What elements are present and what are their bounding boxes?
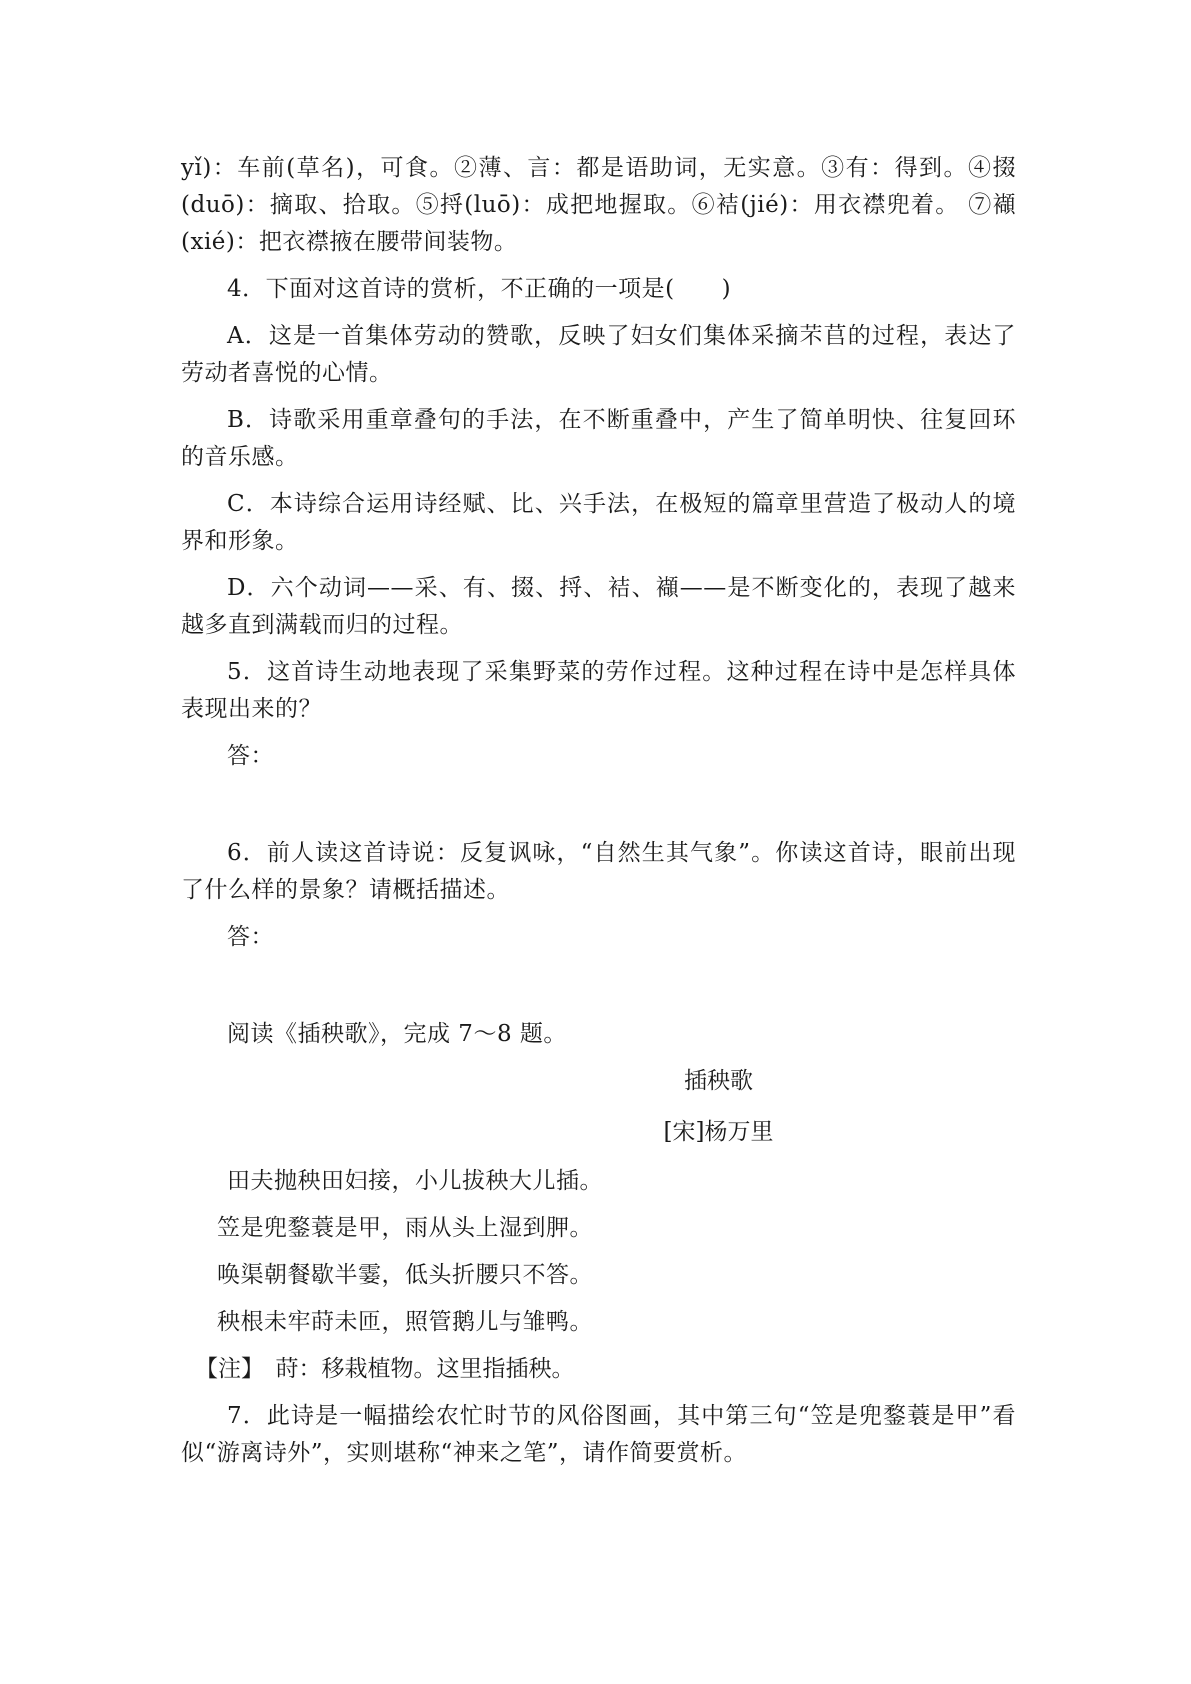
question-6-stem: 6．前人读这首诗说：反复讽咏，“自然生其气象”。你读这首诗，眼前出现了什么样的景象？请概括描述。 bbox=[181, 840, 1016, 903]
poem-line-2: 笠是兜鍪蓑是甲，雨从头上湿到胛。 bbox=[217, 1215, 593, 1241]
poem-author: [宋]杨万里 bbox=[663, 1119, 774, 1145]
question-7-stem: 7．此诗是一幅描绘农忙时节的风俗图画，其中第三句“笠是兜鍪蓑是甲”看似“游离诗外”，实则堪称“神来之笔”，请作简要赏析。 bbox=[181, 1403, 1016, 1466]
question-4-stem: 4．下面对这首诗的赏析，不正确的一项是( ) bbox=[227, 276, 732, 302]
question-4-option-b: B．诗歌采用重章叠句的手法，在不断重叠中，产生了简单明快、往复回环的音乐感。 bbox=[181, 407, 1016, 470]
poem-line-1: 田夫抛秧田妇接，小儿拔秧大儿插。 bbox=[227, 1168, 603, 1194]
footnotes-continued: yǐ)：车前(草名)，可食。②薄、言：都是语助词，无实意。③有：得到。④掇(duō)：摘取、拾取。⑤捋(luō)：成把地握取。⑥袺(jié)：用衣襟兜着。 ⑦襭(xié)：把衣襟掖在腰带间装物。 bbox=[181, 155, 1016, 255]
answer-space-5 bbox=[181, 785, 1016, 835]
question-5-answer-label: 答： bbox=[227, 743, 274, 769]
reading-instruction: 阅读《插秧歌》，完成 7～8 题。 bbox=[227, 1021, 567, 1047]
poem-line-4: 秧根未牢莳未匝，照管鹅儿与雏鸭。 bbox=[217, 1309, 593, 1335]
document-body bbox=[181, 150, 1016, 1482]
poem-line-3: 唤渠朝餐歇半霎，低头折腰只不答。 bbox=[217, 1262, 593, 1288]
poem-title: 插秧歌 bbox=[684, 1068, 753, 1094]
question-6-answer-label: 答： bbox=[227, 924, 274, 950]
question-5-stem: 5．这首诗生动地表现了采集野菜的劳作过程。这种过程在诗中是怎样具体表现出来的？ bbox=[181, 659, 1016, 722]
question-4-option-a: A．这是一首集体劳动的赞歌，反映了妇女们集体采摘芣苢的过程，表达了劳动者喜悦的心情。 bbox=[181, 323, 1016, 386]
question-4-option-d: D．六个动词——采、有、掇、捋、袺、襭——是不断变化的，表现了越来越多直到满载而归的过程。 bbox=[181, 575, 1016, 638]
poem-annotation: 【注】 莳：移栽植物。这里指插秧。 bbox=[195, 1356, 575, 1382]
answer-space-6 bbox=[181, 966, 1016, 1016]
question-4-option-c: C．本诗综合运用诗经赋、比、兴手法，在极短的篇章里营造了极动人的境界和形象。 bbox=[181, 491, 1016, 554]
